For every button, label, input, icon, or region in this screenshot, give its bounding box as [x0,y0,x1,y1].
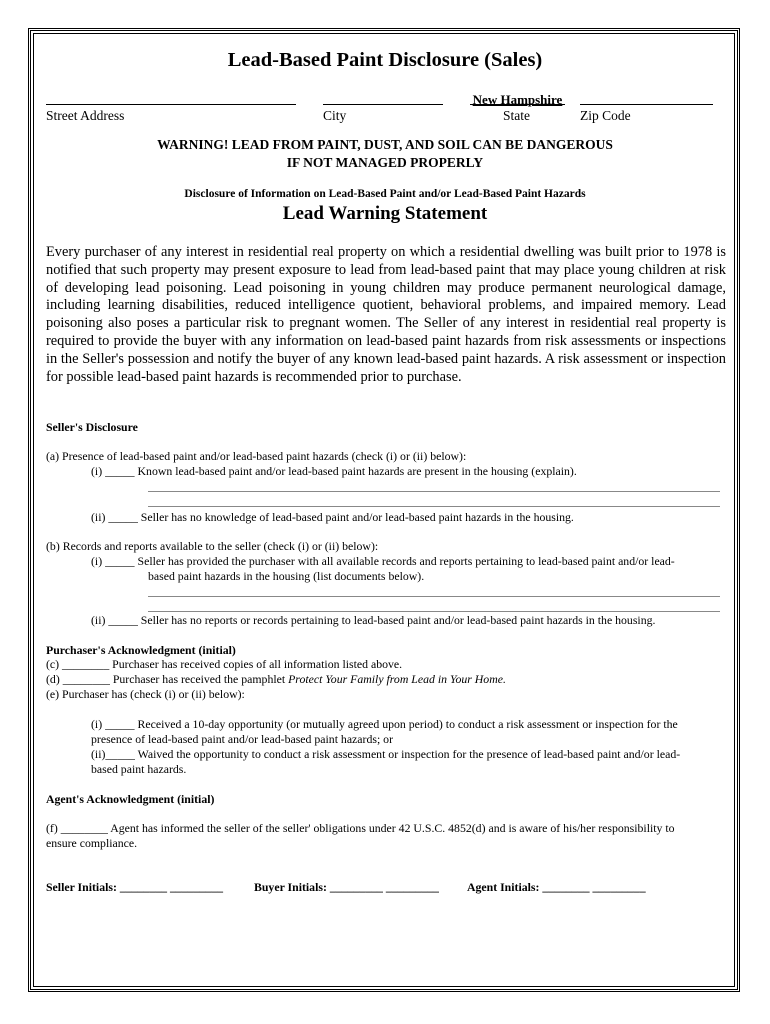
purchaser-item-e-ii-cont: based paint hazards. [91,762,187,776]
street-address-field[interactable] [46,104,296,105]
seller-item-b-i-cont: based paint hazards in the housing (list documents below). [148,569,425,583]
purchaser-item-e-i-cont: presence of lead-based paint and/or lead-based paint hazards; or [91,732,393,746]
city-label: City [323,108,347,123]
purchaser-item-d-text: (d) ________ Purchaser has received the pamphlet [46,672,289,686]
zip-code-field[interactable] [580,104,713,105]
city-field[interactable] [323,104,443,105]
state-value: New Hampshire [472,92,563,107]
warning-line-1: WARNING! LEAD FROM PAINT, DUST, AND SOIL CAN BE DANGEROUS [157,137,613,152]
sellers-disclosure-heading: Seller's Disclosure [46,420,138,434]
explain-line-2[interactable] [148,506,720,507]
seller-item-b-ii[interactable]: (ii) _____ Seller has no reports or records pertaining to lead-based paint and/or lead-based paint hazards in the housing. [91,613,656,627]
purchasers-acknowledgment-heading: Purchaser's Acknowledgment (initial) [46,643,236,657]
documents-line-2[interactable] [148,611,720,612]
lead-warning-statement-text: Every purchaser of any interest in residential real property on which a residential dwelling was built prior to 1978 is notified that such property may present exposure to lead from lead-based paint that may place young children at risk of developing lead poisoning. Lead poisoning in young children may produce permanent neurological damage, including learning disabilities, reduced intelligence quotient, behavioral problems, and impaired memory. Lead poisoning also poses a particular risk to pregnant women. The Seller of any interest in residential real property is required to provide the buyer with any information on lead-based paint hazards from risk assessments or inspections in the Seller's possession and notify the buyer of any known lead-based paint hazards. A risk assessment or inspection for possible lead-based paint hazards is recommended prior to purchase. [46,244,726,385]
warning-line-2: IF NOT MANAGED PROPERLY [286,155,484,170]
state-label: State [503,108,530,123]
seller-item-b-i[interactable]: (i) _____ Seller has provided the purchaser with all available records and reports pertaining to lead-based paint and/or lead- [91,554,675,568]
documents-line-1[interactable] [148,596,720,597]
purchaser-item-e-i[interactable]: (i) _____ Received a 10-day opportunity (or mutually agreed upon period) to conduct a risk assessment or inspection for the [91,717,678,731]
explain-line-1[interactable] [148,491,720,492]
seller-initials[interactable]: Seller Initials: ________ _________ [46,880,224,894]
lead-warning-statement-title: Lead Warning Statement [282,203,488,224]
document-title: Lead-Based Paint Disclosure (Sales) [227,49,543,71]
agents-acknowledgment-heading: Agent's Acknowledgment (initial) [46,792,215,806]
disclosure-heading: Disclosure of Information on Lead-Based Paint and/or Lead-Based Paint Hazards [184,188,586,200]
agent-item-f-cont: ensure compliance. [46,836,138,850]
agent-initials[interactable]: Agent Initials: ________ _________ [467,880,646,894]
agent-item-f[interactable]: (f) ________ Agent has informed the seller of the seller' obligations under 42 U.S.C. 4852(d) and is aware of his/her responsibility to [46,821,675,835]
purchaser-item-d[interactable] [46,672,506,687]
zip-code-label: Zip Code [580,108,631,123]
purchaser-item-e: (e) Purchaser has (check (i) or (ii) below): [46,687,245,701]
seller-item-a: (a) Presence of lead-based paint and/or lead-based paint hazards (check (i) or (ii) below): [46,449,467,463]
seller-item-a-i[interactable]: (i) _____ Known lead-based paint and/or lead-based paint hazards are present in the housing (explain). [91,464,577,478]
pamphlet-title: Protect Your Family from Lead in Your Home. [288,672,506,686]
street-address-label: Street Address [46,108,125,123]
purchaser-item-c[interactable]: (c) ________ Purchaser has received copies of all information listed above. [46,657,403,671]
purchaser-item-e-ii[interactable]: (ii)_____ Waived the opportunity to conduct a risk assessment or inspection for the presence of lead-based paint and/or lead- [91,747,681,761]
seller-item-b: (b) Records and reports available to the seller (check (i) or (ii) below): [46,539,379,553]
buyer-initials[interactable]: Buyer Initials: _________ _________ [254,880,439,894]
seller-item-a-ii[interactable]: (ii) _____ Seller has no knowledge of lead-based paint and/or lead-based paint hazards in the housing. [91,510,574,524]
